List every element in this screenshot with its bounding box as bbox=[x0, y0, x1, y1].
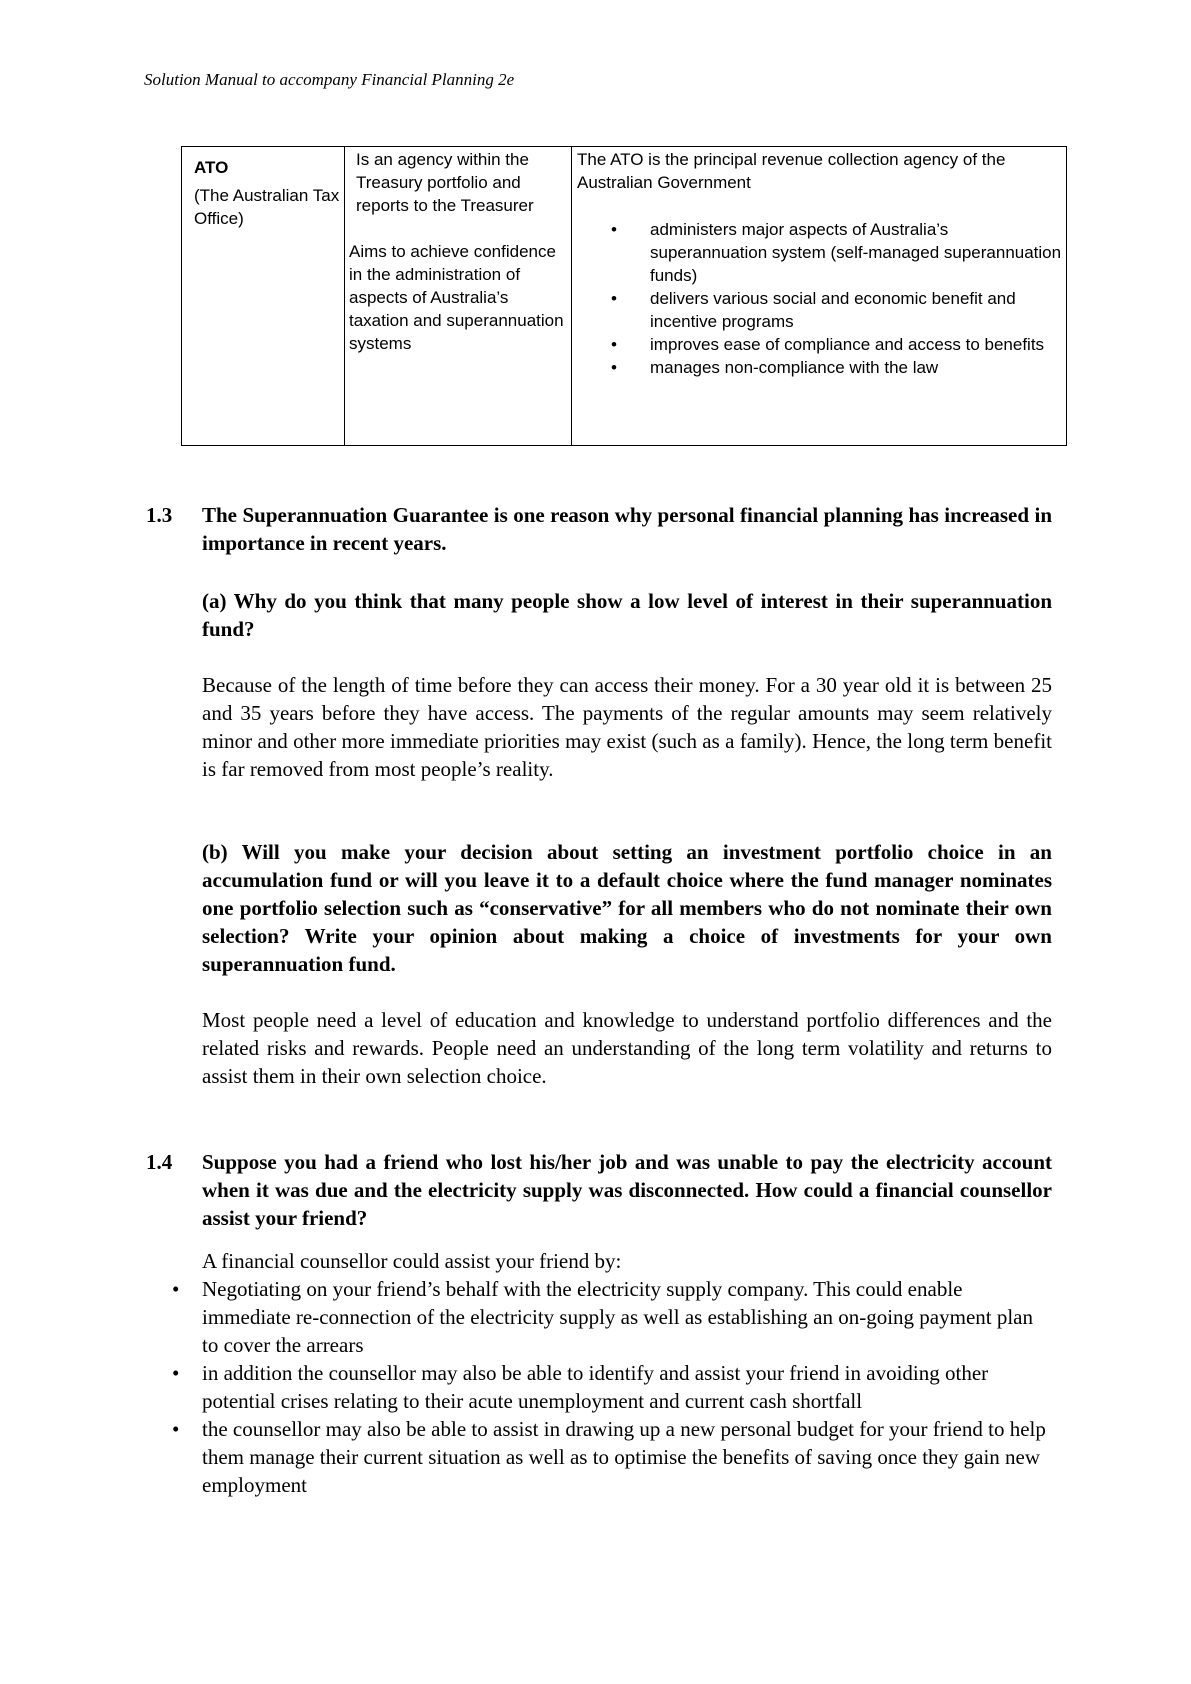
list-item-text: the counsellor may also be able to assist in drawing up a new personal budget for your friend to help them manage their current situation as well as to optimise the benefits of saving once they gain new employment bbox=[202, 1417, 1046, 1497]
bullet-icon: • bbox=[611, 358, 617, 377]
bullet-icon: • bbox=[611, 335, 617, 354]
ato-role-cell bbox=[345, 147, 572, 446]
section-number: 1.3 bbox=[146, 503, 173, 527]
ato-aim-text: Aims to achieve confidence in the administration of aspects of Australia’s taxation and superannuation systems bbox=[349, 242, 564, 353]
part-b-answer: Most people need a level of education and knowledge to understand portfolio differences and the related risks and rewards. People need an understanding of the long term volatility and returns to assist them in their own selection choice. bbox=[202, 1008, 1052, 1088]
ato-title: ATO bbox=[194, 158, 229, 177]
ato-role-text: Is an agency within the Treasury portfolio and reports to the Treasurer bbox=[356, 150, 534, 215]
list-item-text: improves ease of compliance and access to benefits bbox=[650, 335, 1045, 354]
list-item-text: administers major aspects of Australia’s superannuation system (self-managed superannuation funds) bbox=[650, 220, 1062, 285]
counsellor-help-list bbox=[172, 1275, 1052, 1499]
list-item bbox=[577, 287, 1066, 333]
list-item bbox=[577, 356, 1066, 379]
page-header: Solution Manual to accompany Financial Planning 2e bbox=[144, 70, 515, 89]
bullet-icon: • bbox=[611, 220, 617, 239]
bullet-icon: • bbox=[172, 1417, 180, 1441]
list-item-text: Negotiating on your friend’s behalf with the electricity supply company. This could enable immediate re-connection of the electricity supply as well as establishing an on-going payment plan to cover the arrears bbox=[202, 1277, 1034, 1357]
ato-functions-list bbox=[577, 218, 1066, 379]
bullet-icon: • bbox=[172, 1277, 180, 1301]
part-a-question: (a) Why do you think that many people show a low level of interest in their superannuation fund? bbox=[202, 589, 1052, 641]
list-item-text: in addition the counsellor may also be able to identify and assist your friend in avoiding other potential crises relating to their acute unemployment and current cash shortfall bbox=[202, 1361, 989, 1413]
bullet-icon: • bbox=[172, 1361, 180, 1385]
section-intro: A financial counsellor could assist your friend by: bbox=[202, 1249, 622, 1273]
part-b-question: (b) Will you make your decision about setting an investment portfolio choice in an accumulation fund or will you leave it to a default choice where the fund manager nominates one portfolio selection such as “conservative” for all members who do not nominate their own selection? Write your opinion about making a choice of investments for your own superannuation fund. bbox=[202, 840, 1052, 976]
list-item bbox=[577, 333, 1066, 356]
ato-table-row bbox=[182, 147, 1067, 446]
ato-name-cell bbox=[182, 147, 345, 446]
section-number: 1.4 bbox=[146, 1150, 173, 1174]
section-question: Suppose you had a friend who lost his/her job and was unable to pay the electricity account when it was due and the electricity supply was disconnected. How could a financial counsellor assist your friend? bbox=[202, 1150, 1052, 1230]
ato-subtitle: (The Australian Tax Office) bbox=[194, 186, 340, 228]
ato-functions-intro: The ATO is the principal revenue collection agency of the Australian Government bbox=[577, 150, 1006, 192]
section-question: The Superannuation Guarantee is one reason why personal financial planning has increased in importance in recent years. bbox=[202, 503, 1052, 555]
bullet-icon: • bbox=[611, 289, 617, 308]
ato-functions-cell bbox=[572, 147, 1067, 446]
part-a-answer: Because of the length of time before they can access their money. For a 30 year old it is between 25 and 35 years before they have access. The payments of the regular amounts may seem relatively minor and other more immediate priorities may exist (such as a family). Hence, the long term benefit is far removed from most people’s reality. bbox=[202, 673, 1052, 781]
list-item bbox=[172, 1275, 1052, 1359]
list-item bbox=[172, 1415, 1052, 1499]
ato-table bbox=[181, 146, 1067, 446]
list-item-text: manages non-compliance with the law bbox=[650, 358, 939, 377]
list-item bbox=[577, 218, 1066, 287]
list-item-text: delivers various social and economic benefit and incentive programs bbox=[650, 289, 1016, 331]
list-item bbox=[172, 1359, 1052, 1415]
